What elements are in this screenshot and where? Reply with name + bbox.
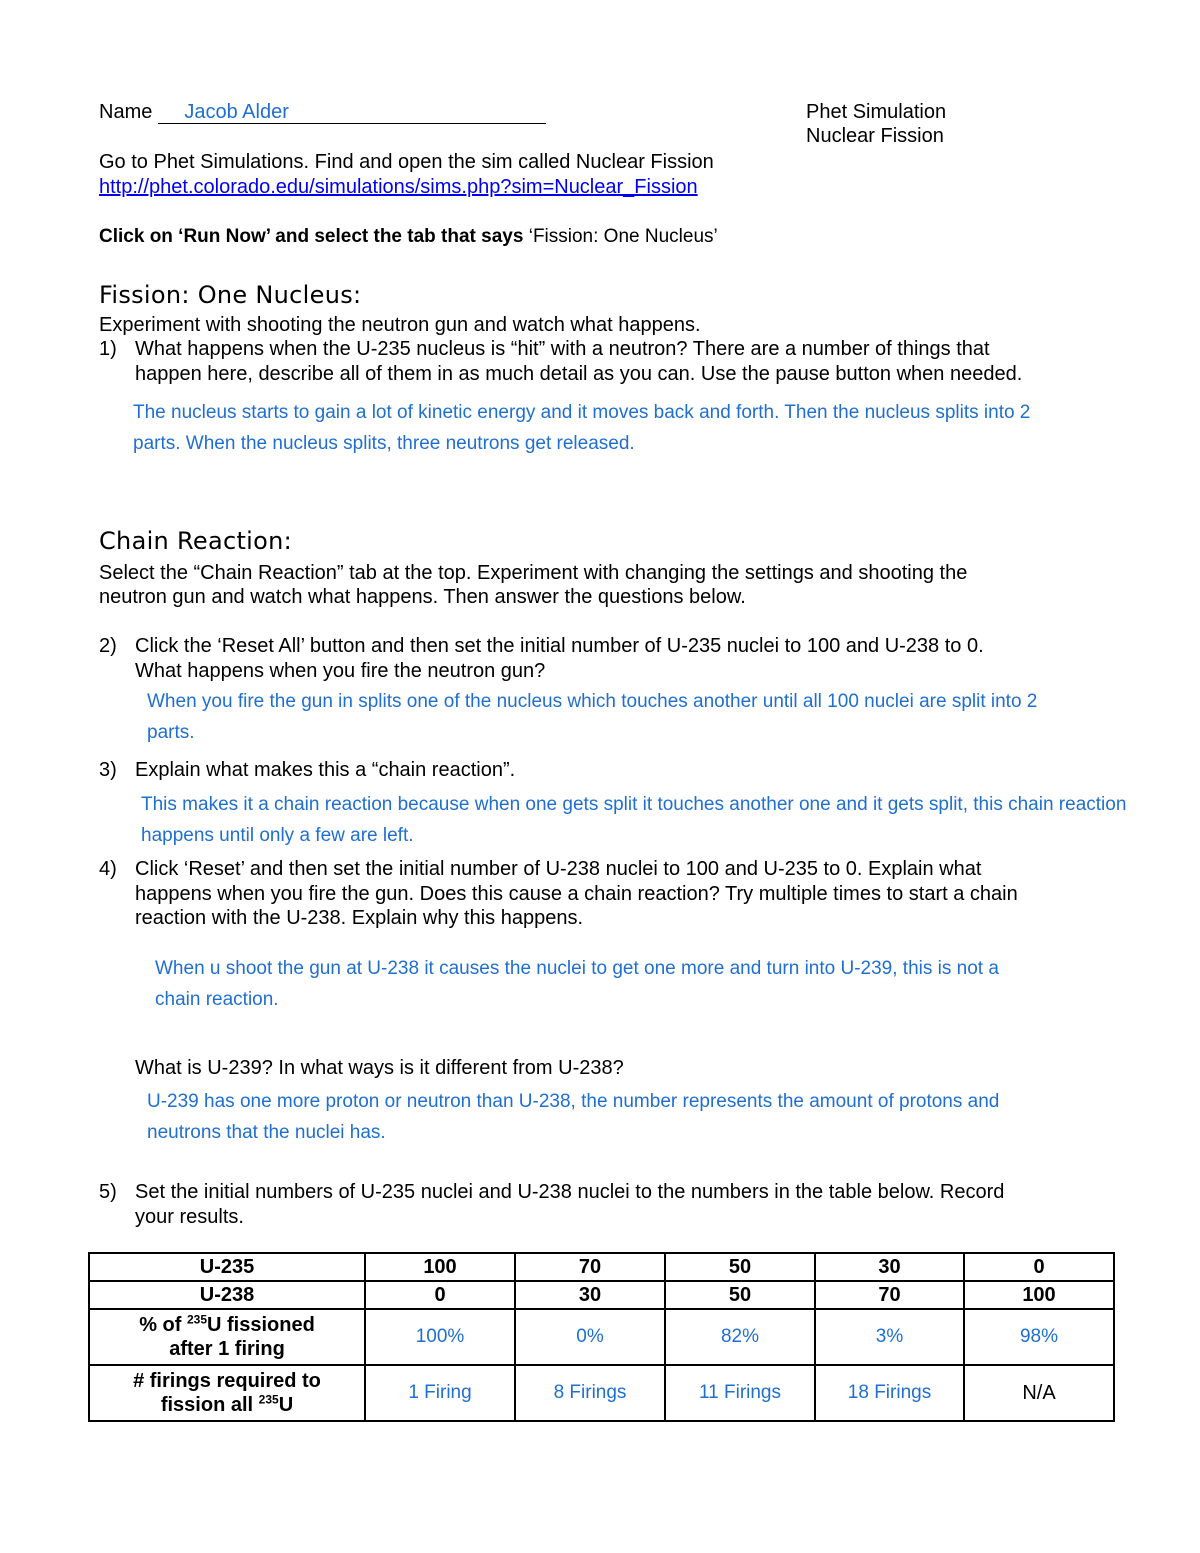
name-label: Name (99, 101, 153, 123)
q3-number: 3) (99, 759, 117, 781)
question-3 (99, 758, 515, 782)
table-cell: 18 Firings (815, 1365, 964, 1421)
row4-head-c: U (278, 1394, 294, 1416)
table-cell: U-238 (89, 1281, 365, 1309)
q4-line3: reaction with the U-238. Explain why this happens. (135, 907, 584, 929)
q5-line2: your results. (135, 1206, 244, 1228)
question-1 (99, 337, 990, 361)
table-row-header (89, 1309, 365, 1365)
table-cell: 1 Firing (365, 1365, 515, 1421)
table-cell: 70 (515, 1253, 665, 1281)
q4-line1: Click ‘Reset’ and then set the initial number of U-238 nuclei to 100 and U-235 to 0. Explain what (135, 858, 982, 880)
table-row-u238 (89, 1281, 1114, 1309)
section2-instruction-2: neutron gun and watch what happens. Then answer the questions below. (99, 586, 746, 608)
table-cell: 11 Firings (665, 1365, 815, 1421)
name-row (99, 100, 546, 124)
table-row-percent-fissioned (89, 1309, 1114, 1365)
row4-head-a: # firings required to (133, 1370, 321, 1392)
q2-line1: Click the ‘Reset All’ button and then set the initial number of U-235 nuclei to 100 and U-238 to 0. (135, 635, 984, 657)
row3-head-a: % of (139, 1314, 187, 1336)
table-cell: 3% (815, 1309, 964, 1365)
q1-line1: What happens when the U-235 nucleus is “hit” with a neutron? There are a number of things that (135, 338, 990, 360)
section-title-fission: Fission: One Nucleus: (99, 281, 362, 309)
name-field: Jacob Alder (158, 102, 546, 124)
run-now-bold: Click on ‘Run Now’ and select the tab that says (99, 226, 524, 247)
q4-number: 4) (99, 858, 117, 880)
results-table (88, 1252, 1115, 1422)
table-cell: 0 (964, 1253, 1114, 1281)
answer-4: When u shoot the gun at U-238 it causes the nuclei to get one more and turn into U-239, this is not a chain reaction. (155, 958, 999, 1010)
row3-head-c: after 1 firing (169, 1338, 285, 1360)
q1-line2: happen here, describe all of them in as much detail as you can. Use the pause button when needed. (135, 363, 1023, 385)
table-cell: 82% (665, 1309, 815, 1365)
phet-link[interactable]: http://phet.colorado.edu/simulations/sims.php?sim=Nuclear_Fission (99, 176, 698, 198)
table-cell: 30 (815, 1253, 964, 1281)
answer-4b: U-239 has one more proton or neutron than U-238, the number represents the amount of protons and neutrons that the nuclei has. (147, 1091, 1000, 1143)
q4-line2: happens when you fire the gun. Does this cause a chain reaction? Try multiple times to start a chain (135, 883, 1018, 905)
row4-head-b: fission all (160, 1394, 259, 1416)
table-cell: 100% (365, 1309, 515, 1365)
table-cell: 30 (515, 1281, 665, 1309)
q3-line1: Explain what makes this a “chain reaction”. (135, 759, 516, 781)
row3-head-sup: 235 (186, 1312, 207, 1327)
q5-line1: Set the initial numbers of U-235 nuclei and U-238 nuclei to the numbers in the table below. Record (135, 1181, 1005, 1203)
table-cell: 0% (515, 1309, 665, 1365)
q2-number: 2) (99, 635, 117, 657)
table-row-header (89, 1365, 365, 1421)
answer-2: When you fire the gun in splits one of the nucleus which touches another until all 100 nuclei are split into 2 parts. (147, 691, 1038, 743)
sim-title-2: Nuclear Fission (806, 125, 944, 147)
table-cell: 98% (964, 1309, 1114, 1365)
table-row-u235 (89, 1253, 1114, 1281)
table-row-firings-required (89, 1365, 1114, 1421)
intro-line: Go to Phet Simulations. Find and open the sim called Nuclear Fission (99, 151, 714, 173)
question-5 (99, 1180, 1004, 1204)
sim-title-1: Phet Simulation (806, 101, 947, 123)
table-cell: N/A (964, 1365, 1114, 1421)
table-cell: 50 (665, 1281, 815, 1309)
row3-head-b: U fissioned (207, 1314, 315, 1336)
q5-number: 5) (99, 1181, 117, 1203)
table-cell: 100 (365, 1253, 515, 1281)
answer-3: This makes it a chain reaction because when one gets split it touches another one and it gets split, this chain reaction happens until only a few are left. (141, 794, 1127, 846)
row4-head-sup: 235 (258, 1392, 279, 1407)
table-cell: 50 (665, 1253, 815, 1281)
section-title-chain-reaction: Chain Reaction: (99, 527, 293, 555)
run-now-instruction (99, 225, 718, 249)
run-now-rest: ‘Fission: One Nucleus’ (523, 226, 718, 247)
table-cell: 100 (964, 1281, 1114, 1309)
q1-number: 1) (99, 338, 117, 360)
table-cell: 70 (815, 1281, 964, 1309)
section1-instruction: Experiment with shooting the neutron gun and watch what happens. (99, 314, 701, 336)
question-4b: What is U-239? In what ways is it different from U-238? (135, 1057, 624, 1079)
q2-line2: What happens when you fire the neutron gun? (135, 660, 546, 682)
question-4 (99, 857, 981, 881)
section2-instruction-1: Select the “Chain Reaction” tab at the top. Experiment with changing the settings and shooting the (99, 562, 968, 584)
question-2 (99, 634, 984, 658)
table-cell: 0 (365, 1281, 515, 1309)
table-cell: U-235 (89, 1253, 365, 1281)
answer-1: The nucleus starts to gain a lot of kinetic energy and it moves back and forth. Then the nucleus splits into 2 parts. When the nucleus splits, three neutrons get released. (133, 402, 1031, 454)
table-cell: 8 Firings (515, 1365, 665, 1421)
